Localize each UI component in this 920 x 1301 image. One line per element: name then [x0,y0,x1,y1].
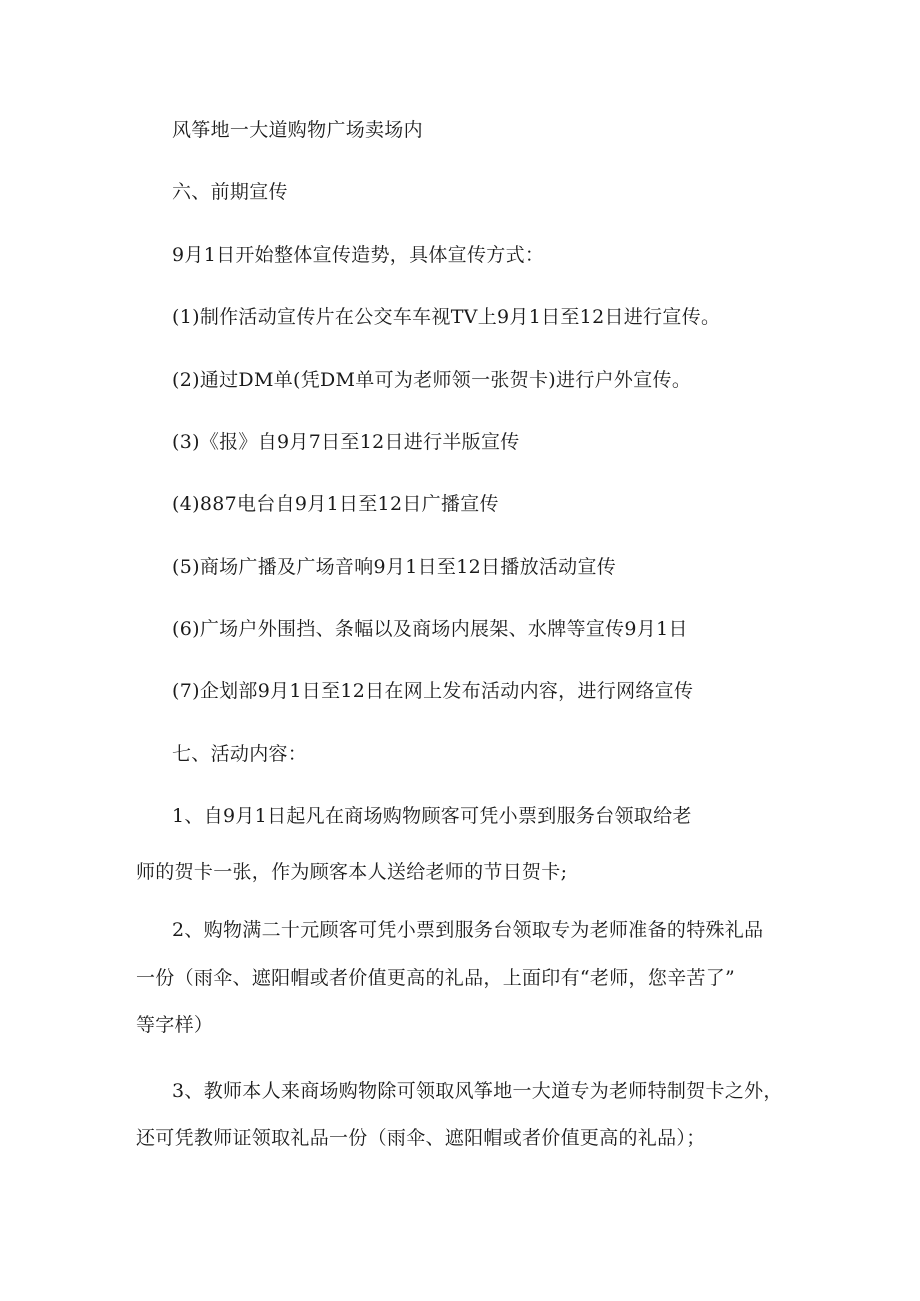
section7-heading: 七、活动内容： [172,743,308,765]
section7-item2-line1: 2、购物满二十元顾客可凭小票到服务台领取专为老师准备的特殊礼品 [172,919,764,941]
section6-heading: 六、前期宣传 [172,181,288,203]
section6-item-5: (5)商场广播及广场音响9月1日至12日播放活动宣传 [172,556,617,578]
section6-item-7: (7)企划部9月1日至12日在网上发布活动内容，进行网络宣传 [172,680,694,702]
section7-item1-line2: 师的贺卡一张，作为顾客本人送给老师的节日贺卡; [136,861,568,883]
section6-item-2: (2)通过DM单(凭DM单可为老师领一张贺卡)进行户外宣传。 [172,369,692,391]
section6-item-1: (1)制作活动宣传片在公交车车视TV上9月1日至12日进行宣传。 [172,306,721,328]
section6-item-6: (6)广场户外围挡、条幅以及商场内展架、水牌等宣传9月1日 [172,618,688,640]
section7-item3-line1: 3、教师本人来商场购物除可领取风筝地一大道专为老师特制贺卡之外， [172,1080,783,1102]
section7-item3-line2: 还可凭教师证领取礼品一份（雨伞、遮阳帽或者价值更高的礼品）； [136,1127,706,1149]
section6-intro: 9月1日开始整体宣传造势，具体宣传方式： [172,244,545,266]
section7-item1-line1: 1、自9月1日起凡在商场购物顾客可凭小票到服务台领取给老 [172,805,692,827]
section7-item2-line3: 等字样） [136,1014,214,1036]
venue-line: 风筝地一大道购物广场卖场内 [172,119,423,141]
section7-item2-line2: 一份（雨伞、遮阳帽或者价值更高的礼品，上面印有“老师，您辛苦了” [136,967,736,989]
section6-item-3: (3)《报》自9月7日至12日进行半版宣传 [172,431,520,453]
section6-item-4: (4)887电台自9月1日至12日广播宣传 [172,493,499,515]
